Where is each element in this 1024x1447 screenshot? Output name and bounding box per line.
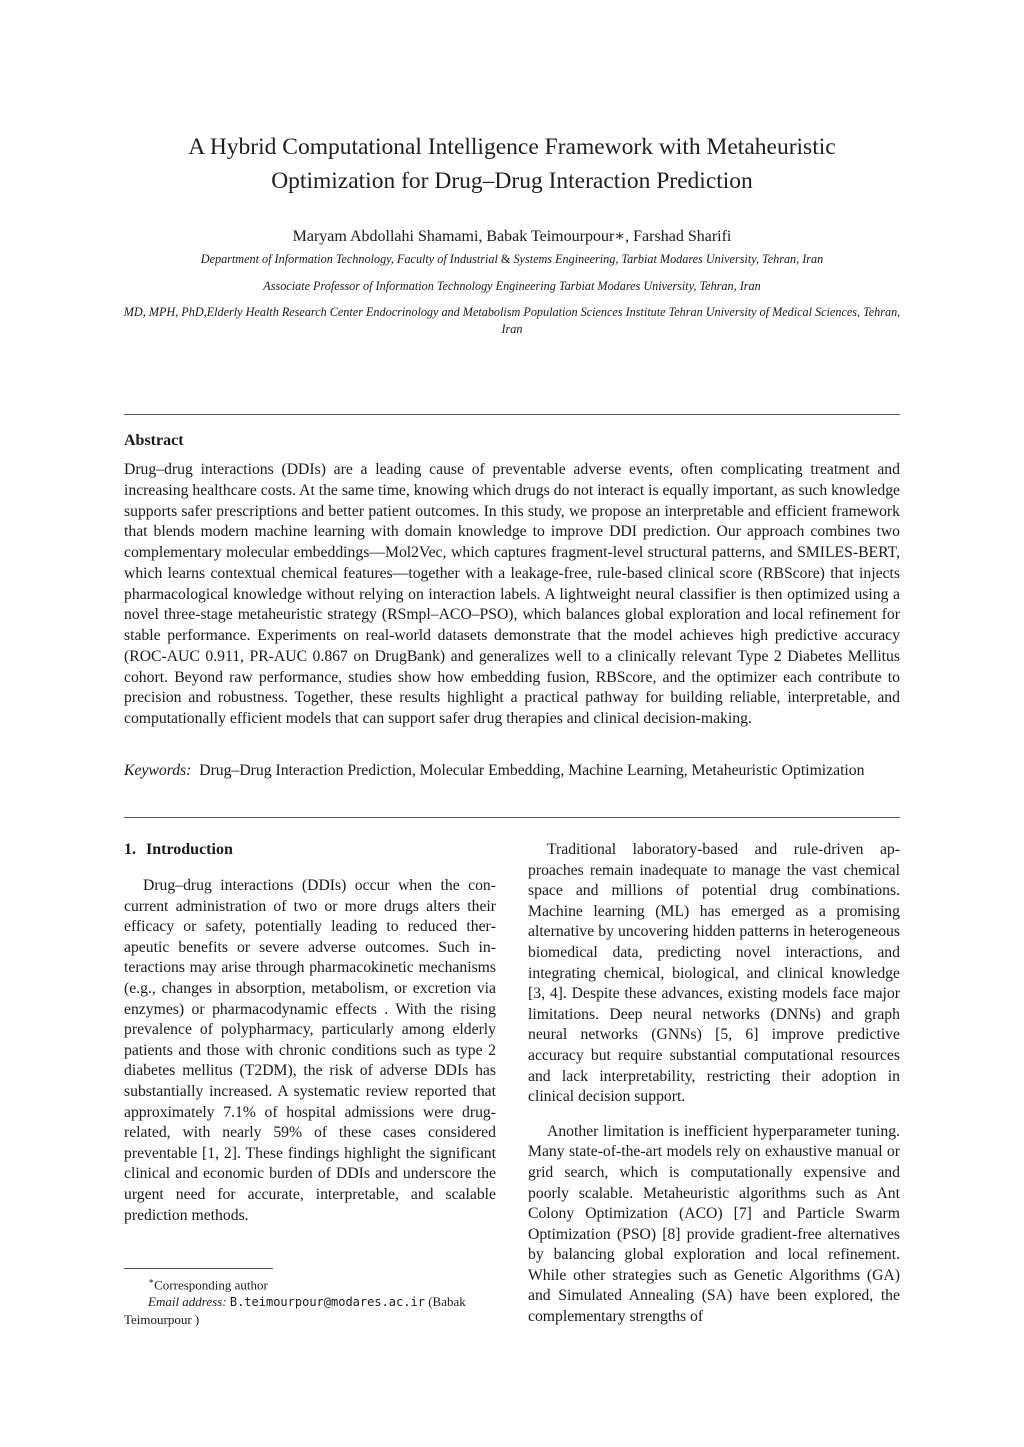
keywords-label: Keywords: — [124, 762, 192, 779]
intro-paragraph-2: Traditional laboratory-based and rule-driven approaches remain inadequate to manage the vast chemical space and millions of potential drug combinations. Machine learning (ML) has emerged as a promising alternative by uncovering hidden patterns in heterogeneous biomedical data, predicting novel interactions, and integrating chemical, biological, and clinical knowledge [3, 4]. Despite these advances, existing models face major limitations. Deep neural networks (DNNs) and graph neural networks (GNNs) [5, 6] improve predictive accuracy but require substantial computational resources and lack interpretability, restricting their adoption in clinical decision support. — [528, 841, 900, 1106]
abstract-body: Drug–drug interactions (DDIs) are a leading cause of preventable adverse events, often complicating treatment and increasing healthcare costs. At the same time, knowing which drugs do not interact is equally important, as such knowledge supports safer prescriptions and better patient outcomes. In this study, we propose an interpretable and efficient framework that blends modern machine learning with domain knowledge to improve DDI prediction. Our approach combines two complementary molecular embeddings—Mol2Vec, which captures fragment-level structural patterns, and SMILES-BERT, which learns contextual chemical features—together with a leakage-free, rule-based clinical score (RBScore) that injects pharmacological knowledge without relying on interaction labels. A lightweight neural classifier is then optimized using a novel three-stage metaheuristic strategy (RSmpl–ACO–PSO), which balances global exploration and local refinement for stable performance. Experiments on real-world datasets demonstrate that the model achieves high predictive accuracy (ROC-AUC 0.911, PR-AUC 0.867 on DrugBank) and generalizes well to a clinically relevant Type 2 Diabetes Mellitus cohort. Beyond raw performance, studies show how embedding fusion, RBScore, and the optimizer each contribute to precision and robustness. Together, these results highlight a practical pathway for building reliable, interpretable, and computationally efficient models that can support safer drug therapies and clinical decision-making. — [124, 461, 900, 727]
section-heading-introduction — [124, 841, 233, 859]
left-column — [124, 876, 496, 1226]
email-label: Email address: — [148, 1294, 227, 1310]
affiliation-1-pre: Department of Information Technology, Faculty of Industrial — [200, 252, 498, 266]
affiliation-1 — [112, 251, 912, 268]
email-owner: (Babak Teimourpour ) — [124, 1294, 466, 1328]
footnote-divider — [124, 1268, 273, 1269]
right-column — [528, 840, 900, 1328]
section-number: 1. — [124, 841, 136, 858]
affiliation-1-post: Systems Engineering, Tarbiat Modares University, Tehran, Iran — [513, 252, 824, 266]
abstract-heading: Abstract — [124, 432, 184, 449]
title-line-2: Optimization for Drug–Drug Interaction Prediction — [271, 168, 753, 194]
section-title: Introduction — [146, 841, 233, 858]
footnote-marker: ∗ — [148, 1276, 155, 1286]
intro-paragraph-3: Another limitation is inefficient hyperparameter tuning. Many state-of-the-art models rely on exhaustive manual or grid search, which is computationally expensive and poorly scalable. Metaheuristic algorithms such as Ant Colony Optimization (ACO) [7] and Particle Swarm Optimization (PSO) [8] provide gradient-free alternatives by balancing global exploration and local refinement. While other strategies such as Genetic Algorithms (GA) and Simulated Annealing (SA) have been explored, the complementary strengths of — [528, 1122, 900, 1326]
paper-title — [124, 130, 900, 198]
top-divider — [124, 414, 900, 415]
affiliation-1-amp: & — [500, 252, 511, 266]
title-line-1: A Hybrid Computational Intelligence Framework with Metaheuristic — [188, 134, 836, 160]
footnote-corresponding — [124, 1273, 496, 1293]
intro-paragraph-1: Drug–drug interactions (DDIs) occur when the concurrent administration of two or more drugs alters their efficacy or safety, potentially leading to reduced therapeutic benefits or severe adverse outcomes. Such interactions may arise through pharmacokinetic mechanisms (e.g., changes in absorption, metabolism, or excretion via enzymes) or pharmacodynamic effects . With the rising prevalence of polypharmacy, particularly among elderly patients and those with chronic conditions such as type 2 diabetes mellitus (T2DM), the risk of adverse DDIs has substantially increased. A systematic review reported that approximately 7.1% of hospital admissions were drug-related, with nearly 59% of these cases considered preventable [1, 2]. These findings highlight the significant clinical and economic burden of DDIs and underscore the urgent need for accurate, interpretable, and scalable prediction methods. — [124, 877, 496, 1224]
abstract-divider — [124, 817, 900, 818]
email-address[interactable]: B.teimourpour@modares.ac.ir — [229, 1295, 425, 1310]
footnote-email — [124, 1293, 496, 1328]
affiliation-2: Associate Professor of Information Technology Engineering Tarbiat Modares University, Tehran, Iran — [263, 279, 761, 293]
author-list: Maryam Abdollahi Shamami, Babak Teimourpour∗, Farshad Sharifi — [292, 228, 732, 245]
affiliation-3: MD, MPH, PhD,Elderly Health Research Center Endocrinology and Metabolism Population Sciences Institute Tehran University of Medical Sciences, Tehran, Iran — [123, 305, 901, 336]
footnote-corresponding-text: Corresponding author — [154, 1277, 268, 1293]
footnote — [124, 1273, 496, 1328]
keywords — [124, 761, 900, 781]
keywords-list: Drug–Drug Interaction Prediction, Molecular Embedding, Machine Learning, Metaheuristic Optimization — [199, 762, 865, 779]
